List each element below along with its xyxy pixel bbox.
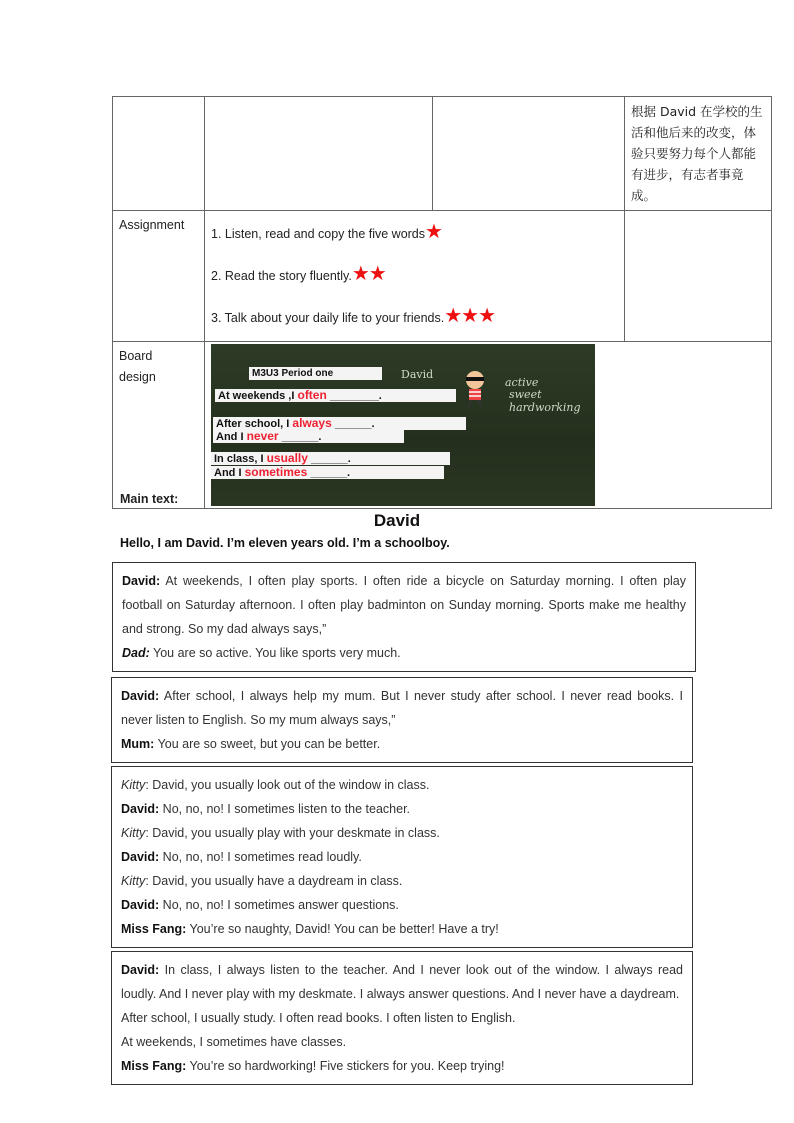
dialogue-line: After school, I usually study. I often read books. I often listen to English. [121,1011,516,1025]
speaker: Kitty [121,826,146,840]
assignment-item [211,295,618,337]
star-icon: ★★ [351,263,386,285]
board-name: David [401,368,434,381]
strip-text: And I [214,467,242,479]
dialogue-text: No, no, no! I sometimes read loudly. [159,850,362,864]
boy-sticker-icon [455,368,495,408]
dialogue-text: You are so active. You like sports very much. [149,646,401,660]
assignment-text: 3. Talk about your daily life to your friends. [211,311,445,325]
speaker: Kitty [121,874,146,888]
strip-keyword: never [246,430,279,443]
story-title: David [373,511,421,530]
speaker: Kitty [121,778,146,792]
dialogue-text: : David, you usually play with your deskmate in class. [145,826,440,840]
assignment-cell [205,211,625,342]
table-cell [205,97,433,211]
strip-text: After school, I [216,418,290,430]
strip-keyword: always [292,417,332,430]
board-label [113,342,205,509]
dialogue-box-2 [111,677,693,763]
table-row [113,211,772,342]
table-cell [113,97,205,211]
speaker: David: [121,802,160,816]
dialogue-text: At weekends, I often play sports. I often ride a bicycle on Saturday morning. I often play football on Saturday afternoon. I often play badminton on Sunday morning. Sports make me healthy and strong. So my dad always says,” [122,574,686,636]
dialogue-line: At weekends, I sometimes have classes. [121,1035,347,1049]
assignment-item [211,253,618,295]
speaker: David: [122,574,161,588]
dialogue-line [121,845,683,869]
board-title-strip [249,367,382,380]
table-row [113,342,772,509]
dialogue-paragraph [121,684,683,732]
strip-text: In class, I [214,453,264,465]
speaker: David: [121,689,160,703]
dialogue-text: : David, you usually look out of the window in class. [145,778,430,792]
board-word: sweet [509,388,542,401]
strip-text: At weekends ,I [218,390,295,402]
board-word: hardworking [509,401,581,414]
dialogue-box-3 [111,766,693,948]
dialogue-line [121,869,683,893]
dialogue-paragraph [121,1054,683,1078]
dialogue-text: You’re so hardworking! Five stickers for you. Keep trying! [186,1059,505,1073]
board-strip: At weekends ,I often ________. [215,389,456,402]
board-strip: And I never ______. [213,430,404,443]
strip-keyword: often [297,389,327,402]
lesson-plan-table [112,96,772,509]
dialogue-box-4 [111,951,693,1085]
dialogue-paragraph [121,958,683,1006]
strip-keyword: usually [266,452,308,465]
dialogue-text: : David, you usually have a daydream in class. [145,874,403,888]
table-row [113,97,772,211]
board-strip: In class, I usually ______. [211,452,450,465]
board-title: M3U3 Period one [252,368,334,379]
story-intro: Hello, I am David. I’m eleven years old. I’m a schoolboy. [120,536,450,550]
assignment-text: 2. Read the story fluently. [211,269,352,283]
dialogue-text: In class, I always listen to the teacher. And I never look out of the window. I always read loudly. And I never play with my deskmate. I always answer questions. And I never have a daydream. [121,963,683,1001]
dialogue-line [121,773,683,797]
dialogue-text: You’re so naughty, David! You can be better! Have a try! [186,922,499,936]
speaker: Mum: [121,737,155,751]
strip-keyword: sometimes [244,466,308,479]
star-icon: ★★★ [444,305,496,327]
dialogue-paragraph [121,732,683,756]
board-strip: After school, I always ______. [213,417,466,430]
dialogue-line [121,893,683,917]
speaker: Miss Fang: [121,1059,187,1073]
speaker: Dad: [122,646,150,660]
table-cell [625,211,772,342]
goal-cell: 根据 David 在学校的生活和他后来的改变，体验只要努力每个人都能有进步，有志者事竟成。 [625,97,772,211]
table-cell [433,97,625,211]
strip-text: And I [216,431,244,443]
speaker: Miss Fang: [121,922,187,936]
dialogue-text: No, no, no! I sometimes listen to the teacher. [159,802,411,816]
dialogue-paragraph [122,569,686,641]
dialogue-line [121,821,683,845]
assignment-item [211,211,618,253]
dialogue-paragraph [122,641,686,665]
dialogue-box-1 [112,562,696,672]
main-text-label: Main text: [120,492,179,506]
board-cell [205,342,772,509]
board-photo [211,344,595,506]
dialogue-line [121,917,683,941]
board-word: active [505,376,539,389]
speaker: David: [121,850,160,864]
speaker: David: [121,898,160,912]
dialogue-text: You are so sweet, but you can be better. [154,737,381,751]
board-label-line: Board [119,349,153,363]
board-strip: And I sometimes ______. [211,466,444,479]
assignment-text: 1. Listen, read and copy the five words [211,227,426,241]
dialogue-line [121,797,683,821]
assignment-label: Assignment [113,211,205,342]
dialogue-text: After school, I always help my mum. But I never study after school. I never read books. I never listen to English. So my mum always says,” [121,689,683,727]
speaker: David: [121,963,160,977]
star-icon: ★ [425,221,442,243]
board-label-line: design [119,370,156,384]
dialogue-text: No, no, no! I sometimes answer questions. [159,898,399,912]
